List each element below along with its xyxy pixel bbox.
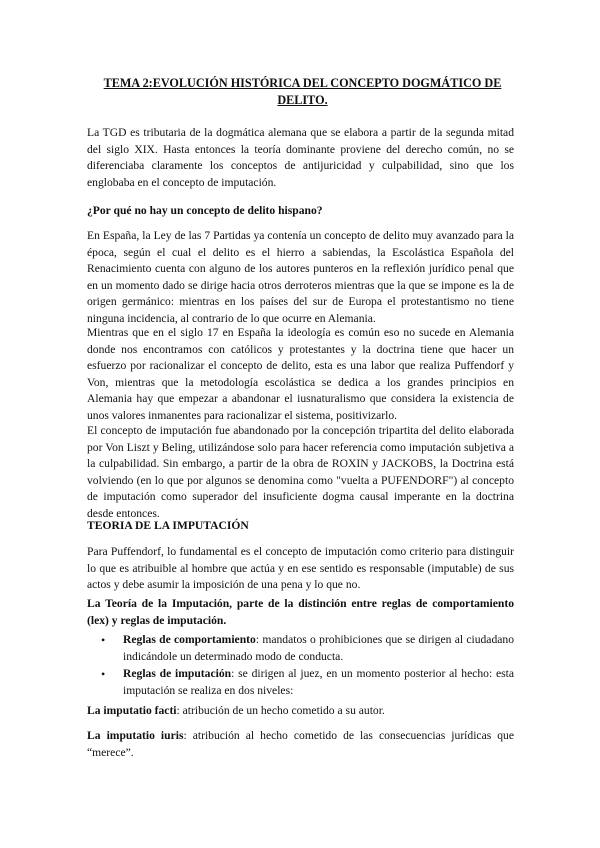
rule-text: : mandatos o prohibiciones que se dirigen al ciudadano indicándole un determinado modo de conducta. — [123, 633, 514, 663]
rules-list — [87, 632, 514, 699]
paragraph-spain: En España, la Ley de las 7 Partidas ya contenía un concepto de delito muy avanzado para la época, según el cual el delito es el hierro a sabiendas, la Escolástica Española del Renacimiento cuenta con alguno de los autores punteros en la reflexión jurídico penal que en un momento dado se dirige hacia otros derroteros mientras que la que se impone es la de origen germánico: mientras en los países del sur de Europa el protestantismo no tiene ninguna incidencia, al contrario de lo que ocurre en Alemania. — [87, 229, 514, 325]
rule-term: Reglas de imputación — [123, 667, 232, 681]
rule-text: : se dirigen al juez, en un momento posterior al hecho: esta imputación se realiza en dos niveles: — [123, 667, 515, 697]
section-heading: TEORIA DE LA IMPUTACIÓN — [87, 519, 249, 532]
list-item — [87, 666, 514, 699]
facti-text: : atribución de un hecho cometido a su autor. — [176, 704, 385, 717]
iuris-term: La imputatio iuris — [87, 729, 184, 742]
theory-heading: La Teoría de la Imputación, parte de la distinción entre reglas de comportamiento (lex) y reglas de imputación. — [87, 597, 514, 627]
paragraph-imputatio-facti — [87, 703, 514, 720]
intro-paragraph: La TGD es tributaria de la dogmática alemana que se elabora a partir de la segunda mitad del siglo XIX. Hasta entonces la teoría dominante proviene del derecho común, no se diferenciaba claramente los conceptos de antijuricidad y culpabilidad, sino que los englobaba en el concepto de imputación. — [87, 126, 514, 189]
paragraph-imputation: El concepto de imputación fue abandonado por la concepción tripartita del delito elaborada por Von Liszt y Beling, utilizándose solo para hacer referencia como imputación subjetiva a la culpabilidad. Sin embargo, a partir de la obra de ROXIN y JACKOBS, la Doctrina está volviendo (en lo que por algunos se denomina como "vuelta a PUFENDORF") al concepto de imputación como superador del insuficiente dogma causal imperante en la doctrina desde entonces. — [87, 424, 514, 520]
paragraph-17th-century: Mientras que en el siglo 17 en España la ideología es común eso no sucede en Alemania donde nos encontramos con católicos y protestantes y la doctrina tiene que hacer un esfuerzo por racionalizar el concepto de delito, esta es una labor que realiza Puffendorf y Von, mientras que la metodología escolástica se dedica a los grandes principios en Alemania hay que empezar a abandonar el iusnaturalismo que considera la existencia de unos valores inmanentes para racionalizar el sistema, positivizarlo. — [87, 326, 514, 422]
list-item — [87, 632, 514, 665]
facti-term: La imputatio facti — [87, 704, 177, 717]
rule-term: Reglas de comportamiento — [123, 633, 256, 646]
document-title: TEMA 2:EVOLUCIÓN HISTÓRICA DEL CONCEPTO DOGMÁTICO DE DELITO. — [103, 76, 502, 107]
paragraph-imputatio-iuris — [87, 728, 514, 761]
paragraph-puffendorf: Para Puffendorf, lo fundamental es el concepto de imputación como criterio para distinguir lo que es atribuible al hombre que actúa y en ese sentido es responsable (imputable) de sus actos y debe asumir la imposición de una pena y lo que no. — [87, 545, 514, 592]
bullet-icon: • — [101, 633, 106, 647]
bullet-icon: • — [101, 667, 106, 682]
iuris-text: : atribución al hecho cometido de las consecuencias jurídicas que “merece”. — [87, 729, 515, 759]
question-heading: ¿Por qué no hay un concepto de delito hispano? — [87, 204, 323, 217]
